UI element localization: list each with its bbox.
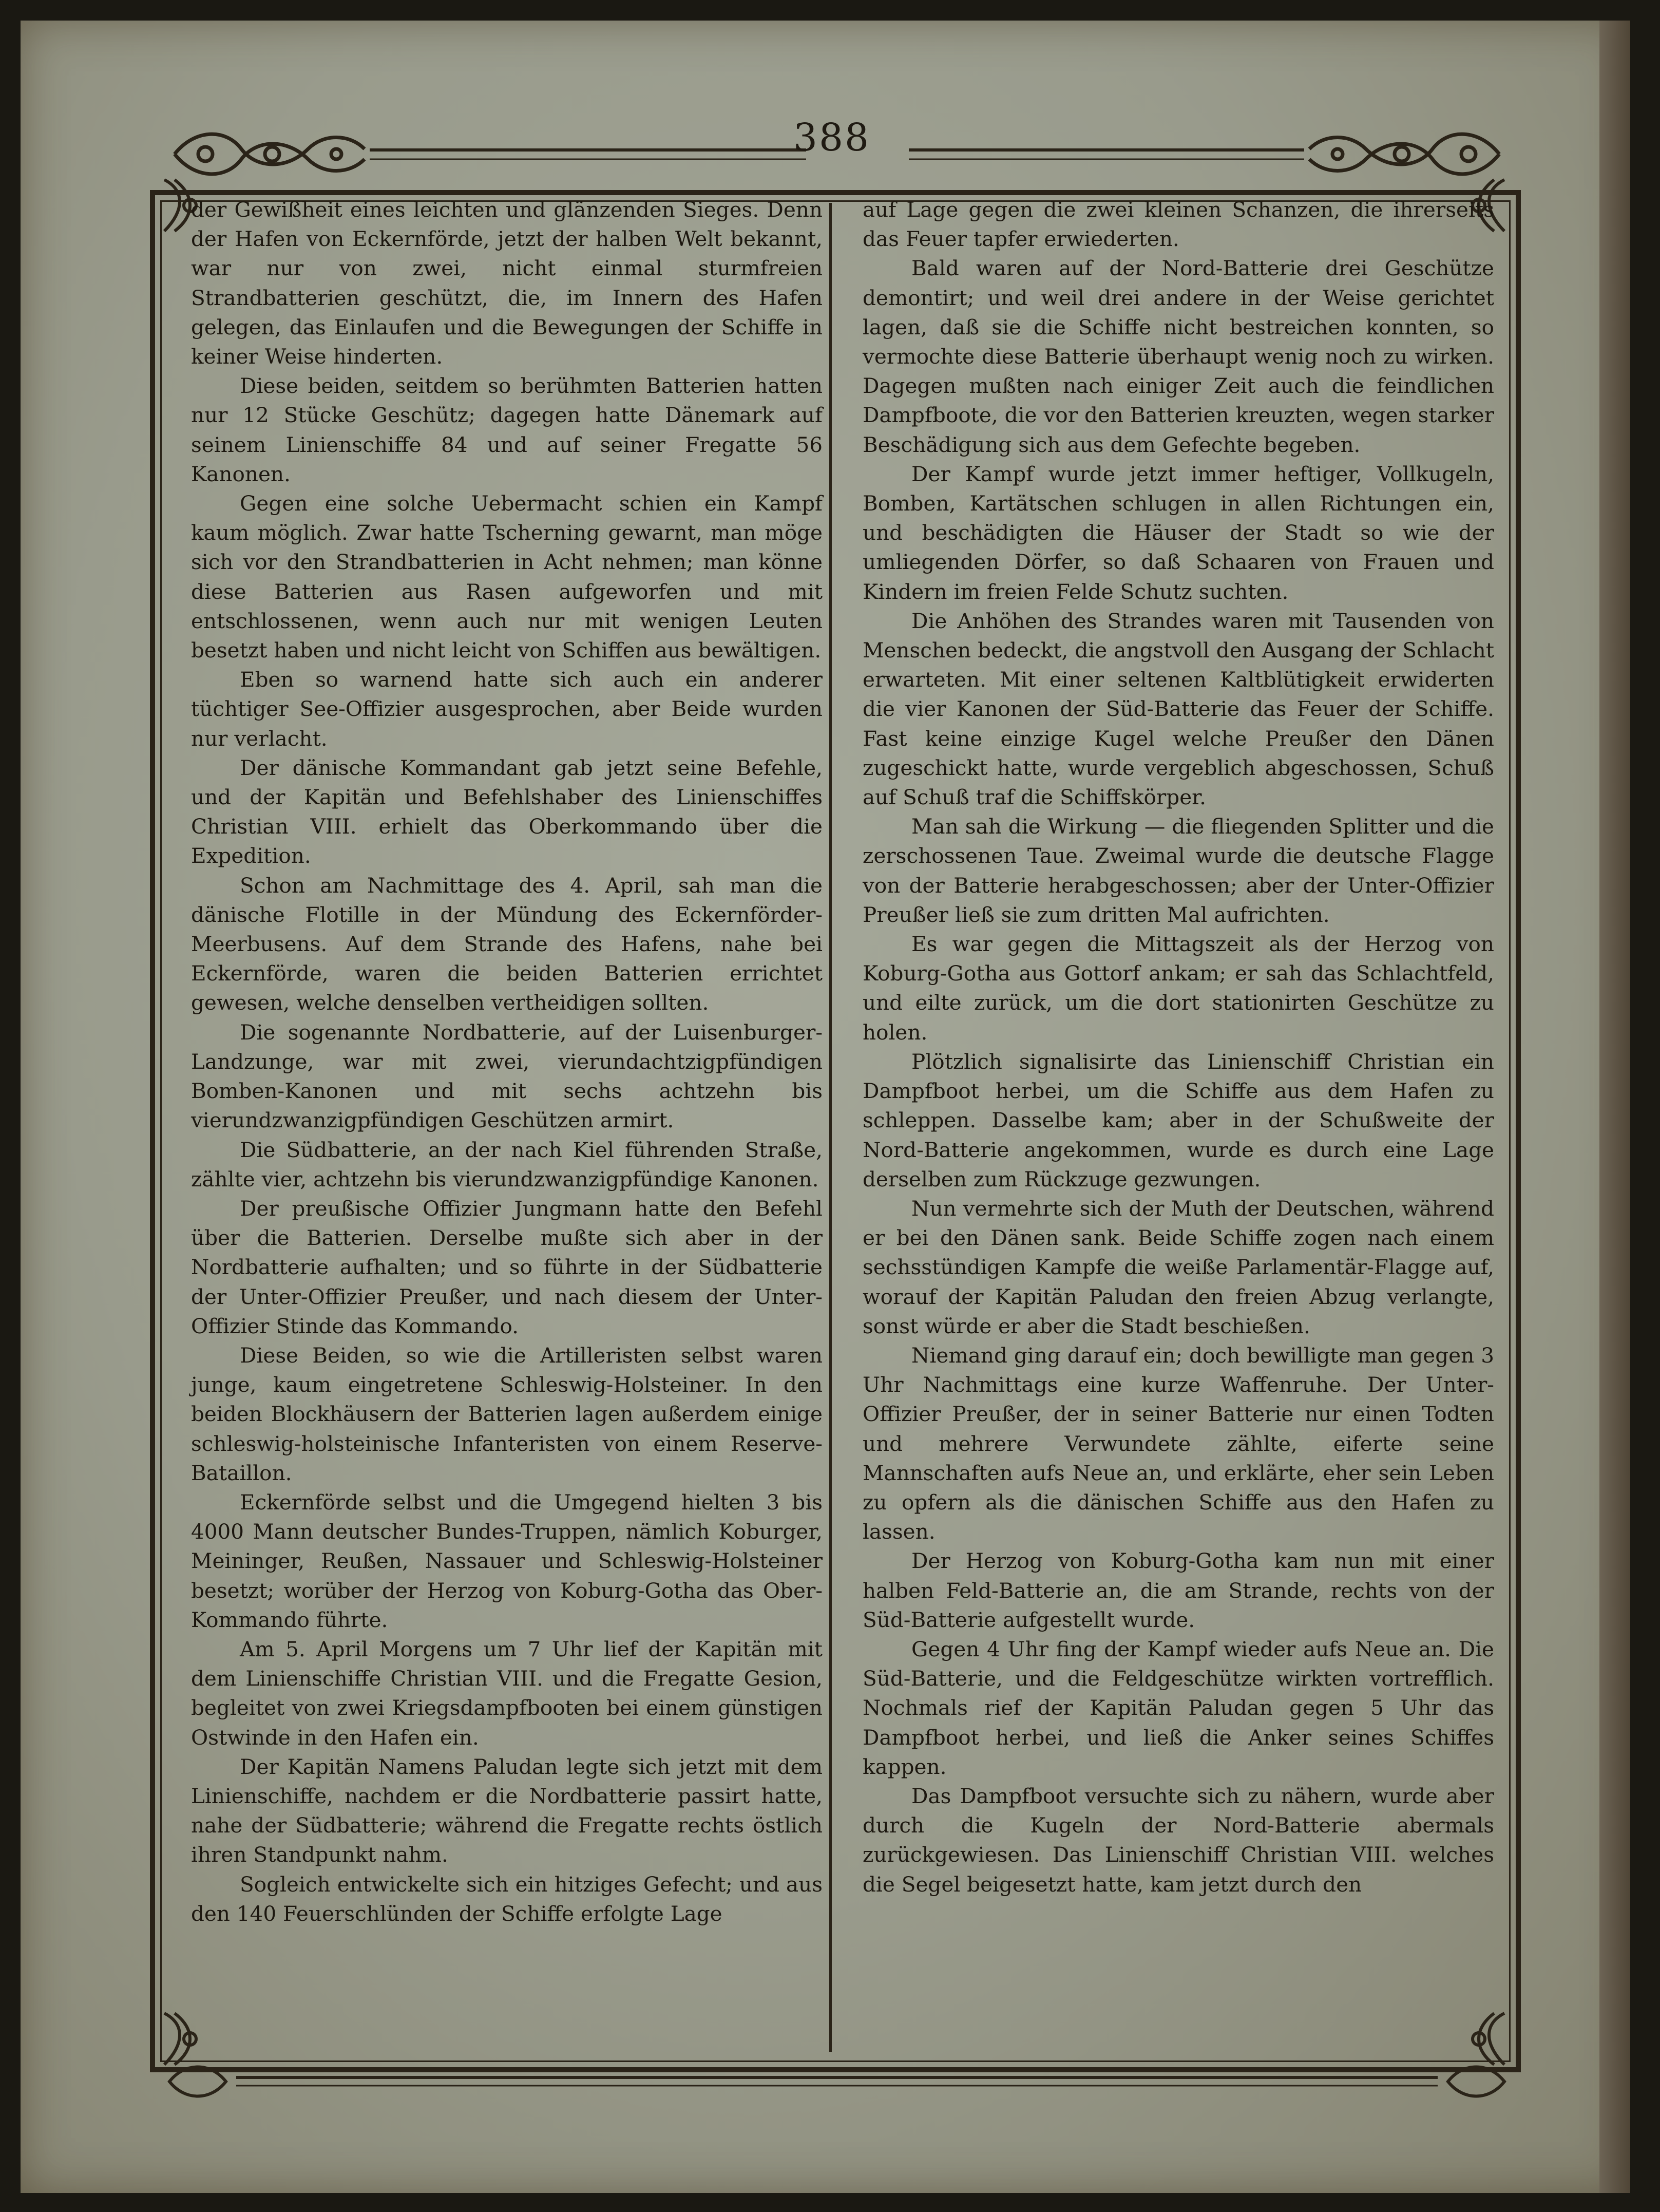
paragraph: Am 5. April Morgens um 7 Uhr lief der Kapitän mit dem Linienschiffe Christian VIII. und die Fregatte Gesion, begleitet von zwei Kriegsdampfbooten bei einem günstigen Ostwinde in den Hafen ein. [191, 1636, 823, 1750]
paragraph: Die Anhöhen des Strandes waren mit Tausenden von Menschen bedeckt, die angstvoll den Ausgang der Schlacht erwarteten. Mit einer seltenen Kaltblütigkeit erwiderten die vier Kanonen der Süd-Batterie das Feuer der Schiffe. Fast keine einzige Kugel welche Preußer den Dänen zugeschickt hatte, wurde vergeblich abgeschossen, Schuß auf Schuß traf die Schiffskörper. [863, 608, 1494, 810]
paragraph: Bald waren auf der Nord-Batterie drei Geschütze demontirt; und weil drei andere in der Weise gerichtet lagen, daß sie die Schiffe nicht bestreichen konnten, so vermochte diese Batterie überhaupt wenig noch zu wirken. Dagegen mußten nach einiger Zeit auch die feindlichen Dampfboote, die vor den Batterien kreuzten, wegen starker Beschädigung sich aus dem Gefechte begeben. [863, 256, 1494, 457]
paragraph: Der preußische Offizier Jungmann hatte den Befehl über die Batterien. Derselbe mußte sich aber in der Nordbatterie aufhalten; und so führte in der Südbatterie der Unter-Offizier Preußer, und nach diesem der Unter-Offizier Stinde das Kommando. [191, 1196, 823, 1338]
paragraph: Das Dampfboot versuchte sich zu nähern, wurde aber durch die Kugeln der Nord-Batterie abermals zurückgewiesen. Das Linienschiff Christian VIII. welches die Segel beigesetzt hatte, kam jetzt durch den [863, 1783, 1494, 1897]
paragraph: Nun vermehrte sich der Muth der Deutschen, während er bei den Dänen sank. Beide Schiffe zogen nach einem sechsstündigen Kampfe die weiße Parlamentär-Flagge auf, worauf der Kapitän Paludan den freien Abzug verlangte, sonst würde er aber die Stadt beschießen. [863, 1196, 1494, 1338]
page-number: 388 [793, 116, 871, 160]
paragraph: Es war gegen die Mittagszeit als der Herzog von Koburg-Gotha aus Gottorf ankam; er sah das Schlachtfeld, und eilte zurück, um die dort stationirten Geschütze zu holen. [863, 932, 1494, 1045]
book-spine-edge [1599, 21, 1630, 2193]
paragraph: Niemand ging darauf ein; doch bewilligte man gegen 3 Uhr Nachmittags eine kurze Waffenruhe. Der Unter-Offizier Preußer, der in seiner Batterie nur einen Todten und mehrere Verwundete zählte, eiferte seine Mannschaften aufs Neue an, und erklärte, eher sein Leben zu opfern als die dänischen Schiffe aus den Hafen zu lassen. [863, 1343, 1494, 1544]
paragraph: Diese Beiden, so wie die Artilleristen selbst waren junge, kaum eingetretene Schleswig-Holsteiner. In den beiden Blockhäusern der Batterien lagen außerdem einige schleswig-holsteinische Infanteristen von einem Reserve-Bataillon. [191, 1343, 823, 1485]
paragraph: Schon am Nachmittage des 4. April, sah man die dänische Flotille in der Mündung des Eckernförder-Meerbusens. Auf dem Strande des Hafens, nahe bei Eckernförde, waren die beiden Batterien errichtet gewesen, welche denselben vertheidigen sollten. [191, 873, 823, 1015]
paragraph: Gegen 4 Uhr fing der Kampf wieder aufs Neue an. Die Süd-Batterie, und die Feldgeschütze wirkten vortrefflich. Nochmals rief der Kapitän Paludan gegen 5 Uhr das Dampfboot herbei, und ließ die Anker seines Schiffes kappen. [863, 1636, 1494, 1779]
paragraph: Diese beiden, seitdem so berühmten Batterien hatten nur 12 Stücke Geschütz; dagegen hatte Dänemark auf seinem Linienschiffe 84 und auf seiner Fregatte 56 Kanonen. [191, 373, 823, 486]
right-column [863, 195, 1494, 1899]
paragraph: Der Kapitän Namens Paludan legte sich jetzt mit dem Linienschiffe, nachdem er die Nordbatterie passirt hatte, nahe der Südbatterie; während die Fregatte rechts östlich ihren Standpunkt nahm. [191, 1754, 823, 1867]
paragraph: Der Herzog von Koburg-Gotha kam nun mit einer halben Feld-Batterie an, die am Strande, rechts von der Süd-Batterie aufgestellt wurde. [863, 1548, 1494, 1632]
paragraph: Man sah die Wirkung — die fliegenden Splitter und die zerschossenen Taue. Zweimal wurde die deutsche Flagge von der Batterie herabgeschossen; aber der Unter-Offizier Preußer ließ sie zum dritten Mal aufrichten. [863, 814, 1494, 927]
paragraph: Sogleich entwickelte sich ein hitziges Gefecht; und aus den 140 Feuerschlünden der Schiffe erfolgte Lage [191, 1871, 823, 1926]
paragraph: Plötzlich signalisirte das Linienschiff Christian ein Dampfboot herbei, um die Schiffe aus dem Hafen zu schleppen. Dasselbe kam; aber in der Schußweite der Nord-Batterie angekommen, wurde es durch eine Lage derselben zum Rückzuge gezwungen. [863, 1049, 1494, 1192]
left-column [191, 195, 823, 1929]
paragraph: Die sogenannte Nordbatterie, auf der Luisenburger-Landzunge, war mit zwei, vierundachtzigpfündigen Bomben-Kanonen und mit sechs achtzehn bis vierundzwanzigpfündigen Geschützen armirt. [191, 1019, 823, 1133]
paragraph: Eckernförde selbst und die Umgegend hielten 3 bis 4000 Mann deutscher Bundes-Truppen, nämlich Koburger, Meininger, Reußen, Nassauer und Schleswig-Holsteiner besetzt; worüber der Herzog von Koburg-Gotha das Ober-Kommando führte. [191, 1489, 823, 1632]
paragraph: auf Lage gegen die zwei kleinen Schanzen, die ihrerseits das Feuer tapfer erwiederten. [863, 197, 1494, 252]
paragraph: Der Kampf wurde jetzt immer heftiger, Vollkugeln, Bomben, Kartätschen schlugen in allen Richtungen ein, und beschädigten die Häuser der Stadt so wie der umliegenden Dörfer, so daß Schaaren von Frauen und Kindern im freien Felde Schutz suchten. [863, 461, 1494, 604]
footer-ornament [154, 2057, 1520, 2103]
paragraph: Der dänische Kommandant gab jetzt seine Befehle, und der Kapitän und Befehlshaber des Linienschiffes Christian VIII. erhielt das Oberkommando über die Expedition. [191, 755, 823, 868]
paragraph: Gegen eine solche Uebermacht schien ein Kampf kaum möglich. Zwar hatte Tscherning gewarnt, man möge sich vor den Strandbatterien in Acht nehmen; man könne diese Batterien aus Rasen aufgeworfen und mit entschlossenen, wenn auch nur mit wenigen Leuten besetzt haben und nicht leicht von Schiffen aus bewältigen. [191, 491, 823, 663]
paragraph: Eben so warnend hatte sich auch ein anderer tüchtiger See-Offizier ausgesprochen, aber Beide wurden nur verlacht. [191, 667, 823, 751]
paragraph: Die Südbatterie, an der nach Kiel führenden Straße, zählte vier, achtzehn bis vierundzwanzigpfündige Kanonen. [191, 1137, 823, 1192]
column-divider [829, 203, 832, 2052]
paragraph: der Gewißheit eines leichten und glänzenden Sieges. Denn der Hafen von Eckernförde, jetzt der halben Welt bekannt, war nur von zwei, nicht einmal sturmfreien Strandbatterien geschützt, die, im Innern des Hafen gelegen, das Einlaufen und die Bewegungen der Schiffe in keiner Weise hinderten. [191, 197, 823, 369]
